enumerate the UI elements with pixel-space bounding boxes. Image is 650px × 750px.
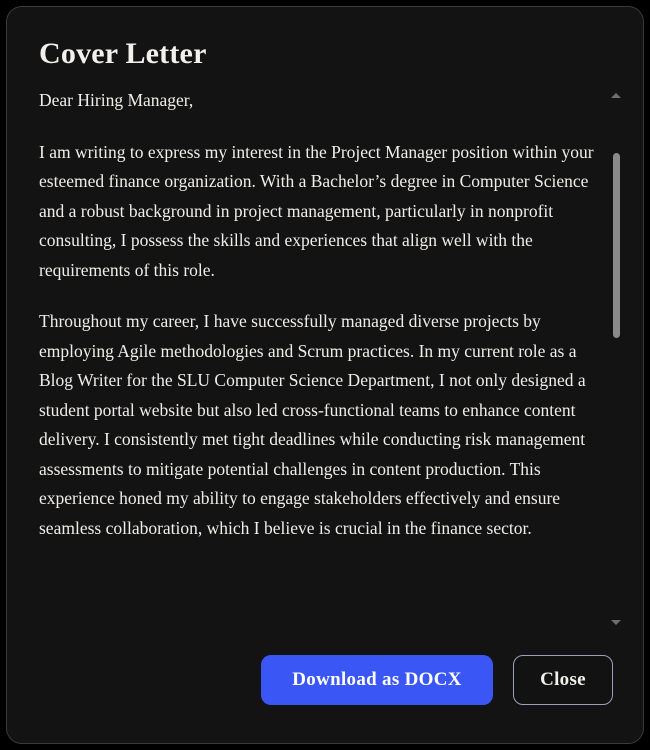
scrollbar-thumb[interactable] (613, 153, 620, 338)
letter-salutation: Dear Hiring Manager, (39, 90, 194, 110)
letter-scroll-area[interactable] (7, 86, 643, 635)
modal-footer (7, 635, 643, 743)
scroll-up-arrow-icon[interactable] (609, 88, 623, 102)
scroll-down-arrow-icon[interactable] (609, 615, 623, 629)
scrollbar-track[interactable] (613, 106, 620, 611)
letter-paragraph-2: Throughout my career, I have successfully managed diverse projects by employing Agile methodologies and Scrum practices. In my current role as a Blog Writer for the SLU Computer Science Department, I not only designed a student portal website but also led cross-functional teams to enhance content delivery. I consistently met tight deadlines while conducting risk management assessments to mitigate potential challenges in content production. This experience honed my ability to engage stakeholders effectively and ensure seamless collaboration, which I believe is crucial in the finance sector. (39, 311, 586, 538)
cover-letter-modal (6, 6, 644, 744)
download-as-docx-button[interactable]: Download as DOCX (261, 655, 493, 705)
close-button[interactable]: Close (513, 655, 613, 705)
letter-body (39, 86, 603, 543)
letter-scrollbar[interactable] (609, 86, 623, 635)
page-title: Cover Letter (39, 37, 207, 70)
letter-paragraph-1: I am writing to express my interest in the Project Manager position within your esteemed finance organization. With a Bachelor’s degree in Computer Science and a robust background in project management, particularly in nonprofit consulting, I possess the skills and experiences that align well with the requirements of this role. (39, 141, 594, 280)
